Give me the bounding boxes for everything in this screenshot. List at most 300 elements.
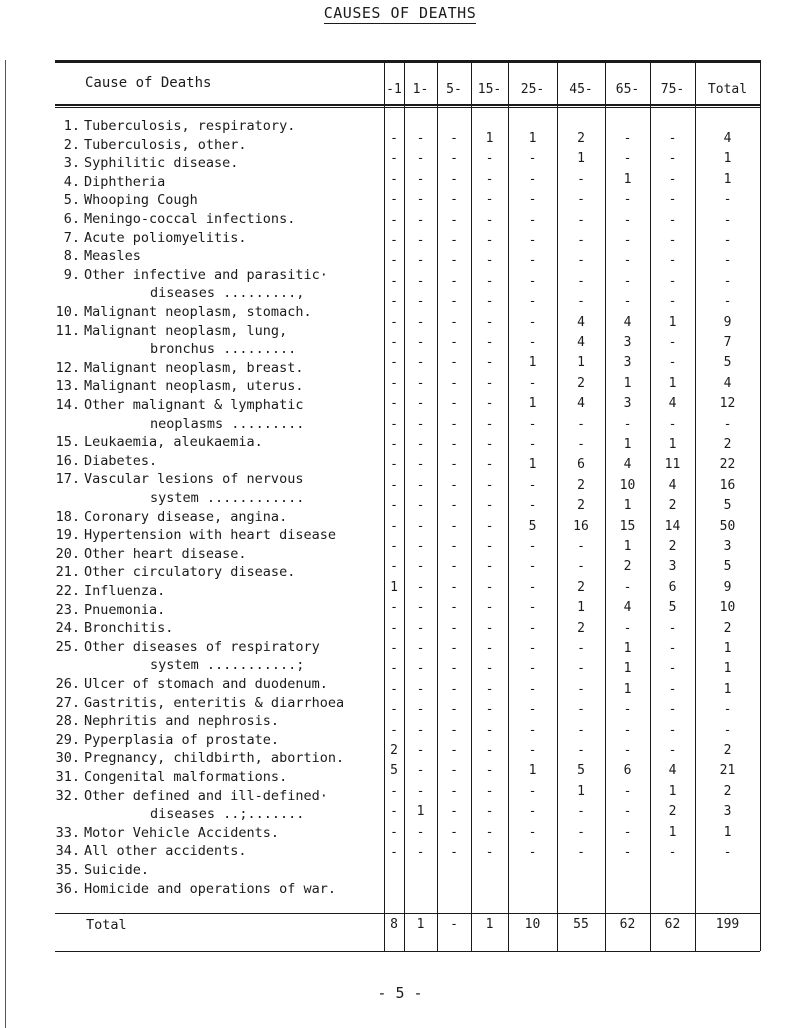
age-count-cell: 1	[390, 579, 398, 595]
age-count-cell: 1	[623, 171, 632, 187]
column-total-cell: 62	[664, 917, 681, 932]
age-count-cell: -	[528, 783, 537, 799]
age-column-header: 65-	[615, 82, 640, 97]
cause-number: 20.	[55, 545, 80, 562]
age-count-cell: -	[416, 722, 425, 738]
age-count-cell: 15	[619, 518, 636, 534]
cause-column-header: Cause of Deaths	[85, 75, 212, 91]
age-count-cell: -	[416, 702, 425, 718]
value-row	[0, 192, 800, 210]
value-row	[0, 417, 800, 435]
age-count-cell: -	[416, 131, 425, 146]
value-row	[0, 682, 800, 700]
age-count-cell: -	[390, 620, 398, 636]
age-count-cell: -	[450, 477, 458, 493]
age-count-cell: -	[485, 192, 494, 208]
row-total-cell: -	[723, 253, 732, 269]
age-count-cell: -	[577, 539, 585, 554]
age-count-cell: -	[623, 845, 632, 860]
cause-label: Suicide.	[84, 862, 150, 878]
age-count-cell: 2	[577, 131, 585, 146]
cause-number: 15.	[55, 434, 80, 451]
age-count-cell: -	[485, 314, 494, 330]
age-count-cell: -	[416, 416, 425, 432]
age-count-cell: -	[668, 151, 677, 167]
age-count-cell: -	[390, 396, 398, 412]
cause-number: 2.	[63, 136, 80, 153]
age-count-cell: -	[528, 273, 537, 289]
age-count-cell: -	[623, 294, 632, 310]
column-rule-0	[384, 60, 385, 951]
value-row	[0, 396, 800, 414]
age-count-cell: -	[668, 253, 677, 269]
age-count-cell: -	[416, 171, 425, 187]
age-count-cell: -	[450, 804, 458, 820]
age-count-cell: -	[668, 845, 677, 860]
age-count-cell: -	[416, 294, 425, 310]
age-count-cell: -	[528, 661, 537, 677]
age-count-cell: 1	[623, 681, 632, 697]
age-count-cell: -	[485, 722, 494, 738]
age-count-cell: -	[450, 335, 458, 350]
cause-label: Meningo-coccal infections.	[84, 211, 296, 227]
cause-number: 11.	[55, 322, 80, 339]
column-rule-5	[557, 60, 558, 951]
age-count-cell: -	[577, 171, 585, 187]
value-row	[0, 784, 800, 802]
age-count-cell: -	[450, 437, 458, 452]
age-count-cell: -	[668, 273, 677, 289]
column-total-cell: 62	[619, 917, 636, 932]
age-count-cell: -	[416, 620, 425, 636]
age-count-cell: -	[390, 253, 398, 269]
row-total-cell: 2	[723, 783, 732, 799]
age-count-cell: -	[577, 661, 585, 677]
age-count-cell: -	[623, 273, 632, 289]
age-count-cell: -	[623, 620, 632, 636]
row-total-cell: -	[723, 294, 732, 310]
cause-number: 8.	[63, 248, 80, 265]
age-count-cell: -	[485, 661, 494, 677]
age-count-cell: 1	[623, 437, 632, 452]
age-count-cell: 3	[668, 559, 677, 575]
age-count-cell: -	[528, 335, 537, 350]
age-count-cell: -	[416, 314, 425, 330]
age-count-cell: 1	[577, 355, 585, 371]
row-total-cell: 9	[723, 314, 732, 330]
cause-number: 10.	[55, 304, 80, 320]
age-count-cell: -	[577, 722, 585, 738]
age-count-cell: -	[668, 192, 677, 208]
age-count-cell: -	[450, 314, 458, 330]
age-count-cell: -	[390, 539, 398, 554]
age-count-cell: -	[577, 743, 585, 758]
value-row	[0, 845, 800, 863]
cause-label: Other defined and ill-defined·	[84, 787, 328, 804]
age-count-cell: 1	[668, 437, 677, 452]
row-total-cell: 2	[723, 620, 732, 636]
age-count-cell: -	[485, 335, 494, 350]
cause-label: Influenza.	[84, 583, 166, 599]
cause-number: 16.	[55, 452, 80, 469]
table-top-rule-inner	[55, 62, 760, 63]
age-count-cell: -	[668, 335, 677, 350]
age-count-cell: -	[623, 151, 632, 167]
cause-label: Malignant neoplasm, uterus.	[84, 378, 304, 395]
age-count-cell: 1	[528, 396, 537, 412]
age-count-cell: -	[450, 457, 458, 473]
value-row	[0, 559, 800, 577]
age-count-cell: -	[390, 437, 398, 452]
age-count-cell: -	[485, 396, 494, 412]
age-count-cell: -	[450, 579, 458, 595]
age-count-cell: -	[390, 681, 398, 697]
age-count-cell: -	[450, 273, 458, 289]
row-total-cell: 4	[723, 131, 732, 146]
age-count-cell: -	[577, 273, 585, 289]
column-rule-6	[605, 60, 606, 951]
age-count-cell: -	[623, 192, 632, 208]
cause-number: 35.	[55, 862, 80, 878]
cause-number: 36.	[55, 880, 80, 897]
age-count-cell: -	[668, 131, 677, 146]
age-count-cell: -	[390, 477, 398, 493]
value-row	[0, 213, 800, 231]
age-count-cell: -	[528, 559, 537, 575]
age-count-cell: -	[390, 702, 398, 718]
age-count-cell: 2	[668, 804, 677, 820]
value-row	[0, 457, 800, 475]
age-count-cell: -	[450, 294, 458, 310]
age-count-cell: -	[450, 600, 458, 616]
age-count-cell: -	[390, 375, 398, 391]
value-row	[0, 723, 800, 741]
cause-number: 24.	[55, 620, 80, 637]
cause-label: Diphtheria	[84, 173, 166, 190]
age-count-cell: -	[528, 498, 537, 514]
age-count-cell: 5	[577, 763, 585, 779]
age-count-cell: -	[390, 151, 398, 167]
age-count-cell: -	[450, 212, 458, 228]
age-count-cell: -	[450, 416, 458, 432]
cause-label: Coronary disease, angina.	[84, 508, 288, 525]
age-count-cell: -	[416, 559, 425, 575]
age-count-cell: -	[485, 273, 494, 289]
age-count-cell: -	[416, 681, 425, 697]
row-total-cell: 3	[723, 804, 732, 820]
age-count-cell: -	[528, 681, 537, 697]
age-count-cell: -	[416, 539, 425, 554]
row-total-cell: -	[723, 233, 732, 248]
age-count-cell: -	[528, 804, 537, 820]
value-row	[0, 763, 800, 781]
age-count-cell: -	[623, 824, 632, 840]
column-rule-7	[650, 60, 651, 951]
header-bottom-rule-inner	[55, 107, 760, 108]
row-total-cell: 10	[719, 600, 736, 616]
age-count-cell: -	[577, 702, 585, 718]
cause-label: Other circulatory disease.	[84, 564, 296, 581]
age-column-header: 5-	[446, 82, 462, 97]
row-total-cell: 1	[723, 641, 732, 656]
age-count-cell: -	[416, 477, 425, 493]
age-count-cell: -	[623, 743, 632, 758]
page-margin-line	[5, 60, 6, 1028]
age-count-cell: -	[485, 702, 494, 718]
age-count-cell: -	[528, 375, 537, 391]
age-count-cell: -	[390, 783, 398, 799]
age-count-cell: -	[485, 783, 494, 799]
age-count-cell: 1	[623, 498, 632, 514]
cause-label: Tuberculosis, other.	[84, 136, 247, 153]
age-count-cell: -	[577, 294, 585, 310]
age-count-cell: 10	[619, 477, 636, 493]
age-count-cell: -	[416, 457, 425, 473]
age-count-cell: -	[485, 151, 494, 167]
age-count-cell: -	[450, 253, 458, 269]
column-rule-8	[695, 60, 696, 951]
cause-number: 19.	[55, 527, 80, 544]
age-count-cell: -	[528, 416, 537, 432]
age-count-cell: -	[485, 559, 494, 575]
row-total-cell: 2	[723, 743, 732, 758]
row-total-cell: 1	[723, 151, 732, 167]
age-count-cell: -	[390, 498, 398, 514]
age-count-cell: -	[623, 702, 632, 718]
age-count-cell: -	[668, 294, 677, 310]
row-total-cell: 5	[723, 559, 732, 575]
age-count-cell: -	[390, 192, 398, 208]
row-total-cell: 1	[723, 824, 732, 840]
age-count-cell: -	[485, 253, 494, 269]
cause-label: Tuberculosis, respiratory.	[84, 118, 296, 134]
age-count-cell: -	[528, 437, 537, 452]
cause-label: Other malignant & lymphatic	[84, 397, 304, 413]
age-count-cell: -	[577, 824, 585, 840]
age-count-cell: 6	[577, 457, 585, 473]
cause-label: Other heart disease.	[84, 545, 247, 562]
age-column-header: 75-	[660, 82, 685, 97]
age-count-cell: 1	[577, 600, 585, 616]
age-count-cell: -	[668, 743, 677, 758]
age-count-cell: -	[485, 375, 494, 391]
age-count-cell: -	[450, 518, 458, 534]
age-count-cell: -	[450, 498, 458, 514]
age-count-cell: -	[390, 273, 398, 289]
grand-total-cell: 199	[715, 917, 740, 932]
age-count-cell: 5	[390, 763, 398, 779]
age-count-cell: -	[390, 171, 398, 187]
cause-label: Pregnancy, childbirth, abortion.	[84, 750, 345, 767]
row-total-cell: 1	[723, 681, 732, 697]
age-count-cell: -	[528, 314, 537, 330]
age-count-cell: -	[485, 681, 494, 697]
cause-label: system ............	[150, 490, 305, 506]
row-total-cell: 1	[723, 661, 732, 677]
age-count-cell: -	[450, 702, 458, 718]
age-count-cell: -	[450, 355, 458, 371]
age-count-cell: -	[450, 763, 458, 779]
age-count-cell: -	[416, 396, 425, 412]
cause-number: 6.	[63, 211, 80, 227]
age-count-cell: -	[390, 824, 398, 840]
age-column-header: 15-	[477, 82, 502, 97]
value-row	[0, 600, 800, 618]
age-column-header: 1-	[412, 82, 429, 97]
value-row	[0, 355, 800, 373]
cause-number: 28.	[55, 713, 80, 730]
age-count-cell: -	[450, 620, 458, 636]
row-total-cell: 9	[723, 579, 732, 595]
age-count-cell: -	[416, 518, 425, 534]
age-count-cell: -	[485, 579, 494, 595]
value-row	[0, 376, 800, 394]
cause-label: Vascular lesions of nervous	[84, 471, 304, 488]
cause-label: Measles	[84, 248, 141, 265]
cause-number: 13.	[55, 378, 80, 395]
age-count-cell: 1	[416, 804, 425, 820]
age-count-cell: -	[623, 212, 632, 228]
value-row	[0, 233, 800, 251]
page-number: - 5 -	[377, 984, 423, 1002]
cause-label: Malignant neoplasm, lung,	[84, 322, 288, 339]
row-total-cell: 21	[719, 763, 736, 779]
column-total-cell: 1	[416, 917, 425, 932]
age-count-cell: 4	[577, 335, 585, 350]
age-count-cell: -	[668, 355, 677, 371]
age-count-cell: -	[450, 641, 458, 656]
age-count-cell: -	[390, 559, 398, 575]
cause-number: 23.	[55, 601, 80, 618]
age-count-cell: -	[450, 171, 458, 187]
age-count-cell: -	[390, 457, 398, 473]
column-total-cell: 8	[390, 917, 398, 932]
row-total-cell: 2	[723, 437, 732, 452]
cause-label: system ...........;	[150, 657, 305, 674]
age-count-cell: -	[528, 539, 537, 554]
age-count-cell: -	[450, 151, 458, 167]
age-count-cell: -	[450, 131, 458, 146]
age-count-cell: -	[528, 171, 537, 187]
header-bottom-rule	[55, 104, 760, 106]
age-count-cell: -	[668, 233, 677, 248]
age-count-cell: -	[416, 641, 425, 656]
row-total-cell: 50	[719, 518, 736, 534]
age-count-cell: -	[485, 477, 494, 493]
cause-label: Gastritis, enteritis & diarrhoea	[84, 694, 345, 711]
age-count-cell: -	[450, 192, 458, 208]
value-row	[0, 498, 800, 516]
row-total-cell: 22	[719, 457, 736, 473]
age-count-cell: 1	[623, 641, 632, 656]
cause-label: Nephritis and nephrosis.	[84, 713, 280, 730]
column-rule-9	[760, 60, 761, 951]
age-count-cell: -	[390, 416, 398, 432]
column-total-cell: -	[450, 917, 458, 932]
cause-label: Homicide and operations of war.	[84, 880, 336, 897]
column-total-cell: 10	[524, 917, 541, 932]
age-count-cell: -	[416, 437, 425, 452]
age-count-cell: -	[485, 437, 494, 452]
age-count-cell: -	[416, 375, 425, 391]
age-count-cell: -	[450, 743, 458, 758]
age-count-cell: 1	[577, 783, 585, 799]
age-count-cell: 2	[577, 498, 585, 514]
row-total-cell: -	[723, 212, 732, 228]
value-row	[0, 638, 800, 659]
cause-label: All other accidents.	[84, 843, 247, 860]
total-label: Total	[86, 917, 127, 933]
cause-number: 3.	[63, 155, 80, 172]
age-count-cell: 2	[577, 375, 585, 391]
value-row	[0, 478, 800, 496]
age-column-header: 25-	[520, 82, 545, 97]
age-count-cell: 6	[623, 763, 632, 779]
age-count-cell: 4	[623, 457, 632, 473]
value-row	[0, 702, 800, 720]
age-count-cell: -	[390, 233, 398, 248]
age-count-cell: -	[668, 722, 677, 738]
age-count-cell: -	[450, 845, 458, 860]
cause-label: bronchus .........	[150, 341, 297, 358]
age-count-cell: 1	[528, 131, 537, 146]
age-count-cell: -	[485, 355, 494, 371]
age-count-cell: -	[528, 253, 537, 269]
value-row	[0, 743, 800, 761]
row-total-cell: 5	[723, 355, 732, 371]
age-count-cell: 4	[668, 477, 677, 493]
row-total-cell: -	[723, 722, 732, 738]
age-count-cell: 3	[623, 355, 632, 371]
age-count-cell: -	[528, 600, 537, 616]
age-count-cell: -	[485, 600, 494, 616]
age-count-cell: -	[416, 845, 425, 860]
age-count-cell: -	[416, 600, 425, 616]
age-count-cell: 2	[577, 579, 585, 595]
cause-number: 32.	[55, 787, 80, 804]
cause-number: 7.	[63, 229, 80, 246]
age-count-cell: -	[485, 804, 494, 820]
age-count-cell: -	[390, 355, 398, 371]
age-count-cell: 4	[623, 314, 632, 330]
cause-label: Ulcer of stomach and duodenum.	[84, 676, 328, 692]
row-total-cell: 7	[723, 335, 732, 350]
age-count-cell: -	[416, 498, 425, 514]
column-rule-1	[404, 60, 405, 951]
age-count-cell: 2	[390, 743, 398, 758]
age-count-cell: -	[390, 845, 398, 860]
age-count-cell: -	[577, 804, 585, 820]
value-row	[0, 294, 800, 312]
age-count-cell: -	[390, 804, 398, 820]
cause-label: Pnuemonia.	[84, 601, 166, 618]
age-count-cell: -	[416, 233, 425, 248]
cause-row	[0, 881, 800, 899]
age-count-cell: -	[577, 233, 585, 248]
age-count-cell: -	[528, 294, 537, 310]
age-count-cell: 14	[664, 518, 681, 534]
age-count-cell: -	[390, 314, 398, 330]
value-row	[0, 172, 800, 190]
age-count-cell: -	[623, 722, 632, 738]
age-count-cell: 6	[668, 579, 677, 595]
age-count-cell: -	[416, 355, 425, 371]
cause-number: 27.	[55, 694, 80, 711]
age-count-cell: 4	[577, 314, 585, 330]
age-count-cell: 5	[528, 518, 537, 534]
total-top-rule	[55, 913, 760, 914]
row-total-cell: 4	[723, 375, 732, 391]
